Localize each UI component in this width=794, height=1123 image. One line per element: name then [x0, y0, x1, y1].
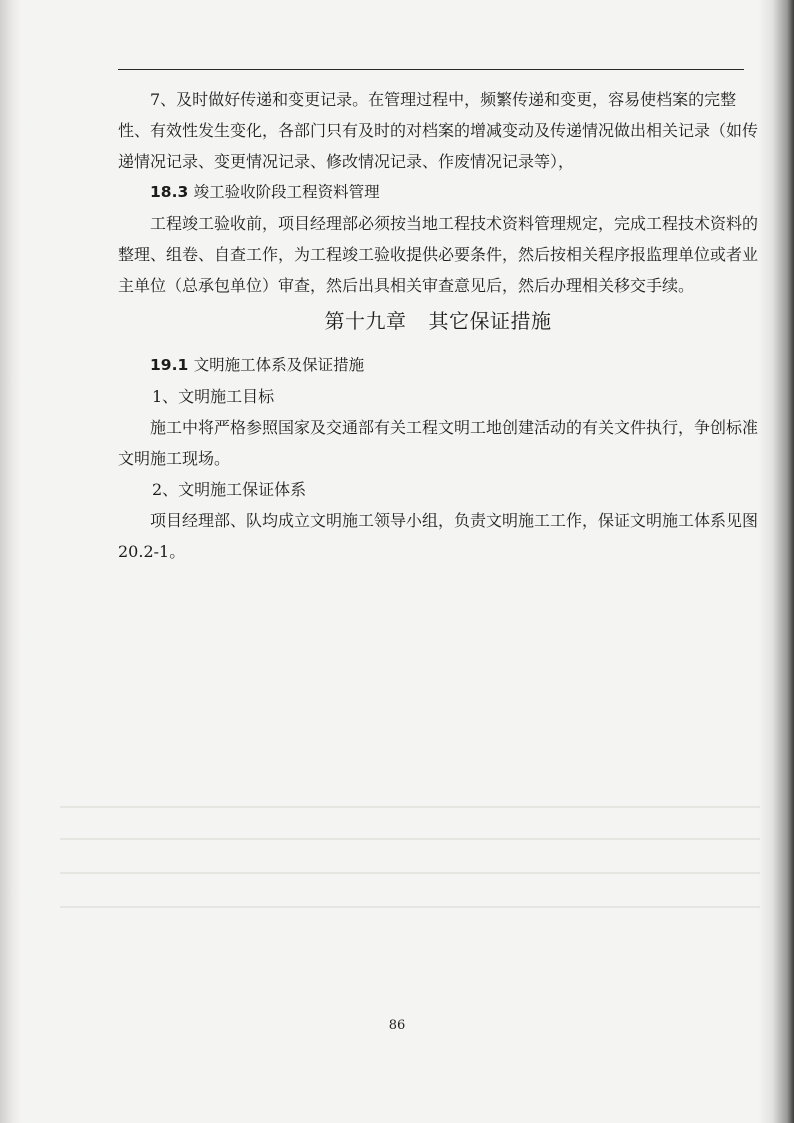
section-title: 文明施工体系及保证措施 — [193, 356, 365, 374]
paragraph-civilized-construction-goal: 施工中将严格参照国家及交通部有关工程文明工地创建活动的有关文件执行，争创标准文明施工现场。 — [118, 418, 759, 468]
paragraph-record-keeping: 7、及时做好传递和变更记录。在管理过程中，频繁传递和变更，容易使档案的完整性、有效性发生变化，各部门只有及时的对档案的增减变动及传递情况做出相关记录（如传递情况记录、变更情况记录、修改情况记录、作废情况记录等）， — [118, 90, 759, 171]
section-number: 18.3 — [150, 183, 189, 201]
chapter-title — [118, 304, 758, 338]
section-number: 19.1 — [150, 356, 189, 374]
section-heading-19-1 — [118, 350, 758, 381]
item-civilized-construction-goal: 1、文明施工目标 — [152, 387, 275, 406]
bleed-through-line — [60, 838, 760, 840]
bleed-through-line — [60, 906, 760, 908]
page-content — [118, 84, 758, 567]
chapter-name: 其它保证措施 — [428, 309, 552, 333]
bleed-through-line — [60, 806, 760, 808]
header-rule — [118, 69, 744, 70]
page-number: 86 — [388, 1018, 406, 1033]
scan-shadow-right — [758, 0, 794, 1123]
item-civilized-construction-system: 2、文明施工保证体系 — [152, 480, 307, 499]
section-heading-18-3 — [118, 177, 758, 208]
chapter-label: 第十九章 — [324, 309, 407, 333]
section-title: 竣工验收阶段工程资料管理 — [193, 183, 380, 201]
paragraph-civilized-construction-system: 项目经理部、队均成立文明施工领导小组，负责文明施工工作，保证文明施工体系见图 20.2-1。 — [118, 511, 759, 561]
bleed-through-line — [60, 872, 760, 874]
scan-shadow-left — [0, 0, 22, 1123]
paragraph-completion-acceptance: 工程竣工验收前，项目经理部必须按当地工程技术资料管理规定，完成工程技术资料的整理、组卷、自查工作，为工程竣工验收提供必要条件，然后按相关程序报监理单位或者业主单位（总承包单位）审查，然后出具相关审查意见后，然后办理相关移交手续。 — [118, 214, 759, 295]
